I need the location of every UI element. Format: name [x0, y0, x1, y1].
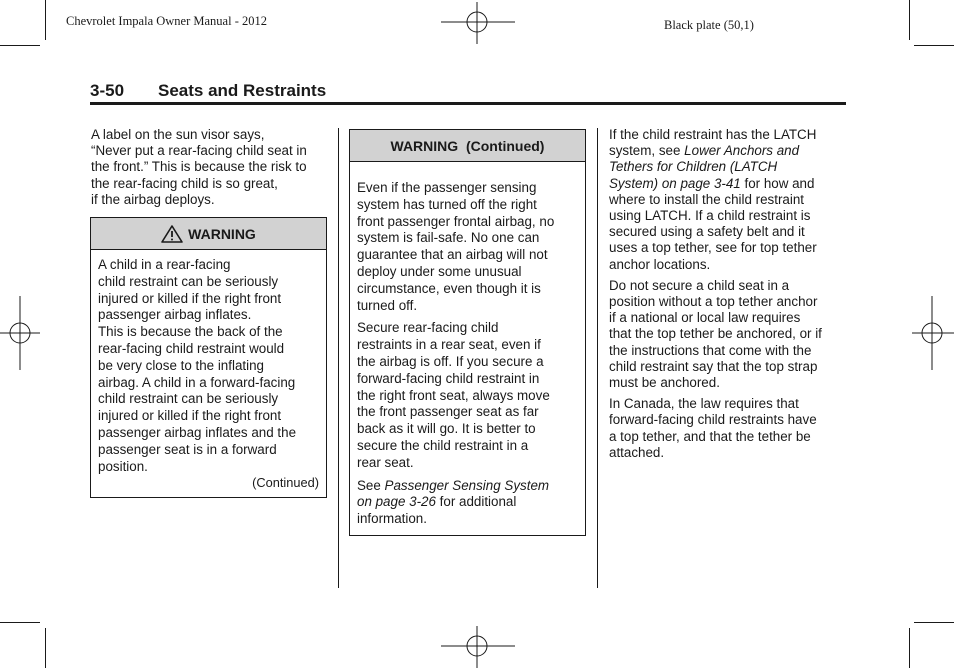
column-1: [91, 127, 331, 208]
cross-reference-link[interactable]: Tethers for Children (LATCH: [609, 159, 778, 175]
cross-reference-link[interactable]: Passenger Sensing System: [384, 477, 550, 493]
warning-box: [90, 217, 327, 498]
canada-paragraph: In Canada, the law requires that forward-facing child restraints have a top tether, and that the tether be attached.: [609, 396, 817, 460]
tether-paragraph: Do not secure a child seat in a position without a top tether anchor if a national or local law requires that the top tether be anchored, or if the instructions that come with the child restraint say that the top strap must be anchored.: [609, 277, 822, 391]
plate-label: Black plate (50,1): [664, 18, 754, 32]
registration-mark-icon: [441, 626, 515, 668]
cross-reference-link[interactable]: on page 3-26: [357, 494, 436, 510]
cross-reference-link[interactable]: Lower Anchors and: [684, 143, 800, 159]
section-title: Seats and Restraints: [158, 81, 327, 100]
warning-continued-heading: WARNING (Continued): [350, 130, 585, 162]
crop-mark: [45, 0, 46, 40]
registration-mark-icon: [441, 2, 515, 44]
warning-triangle-icon: [161, 225, 183, 243]
intro-paragraph: A label on the sun visor says, “Never put a rear-facing child seat in the front.” This is because the risk to the rear-facing child is so great, if the airbag deploys.: [91, 127, 307, 207]
continued-label: (Continued): [252, 475, 319, 491]
registration-mark-icon: [912, 296, 954, 370]
warning-label: WARNING: [188, 225, 256, 242]
page-number: 3-50: [90, 81, 125, 100]
warning-continued-body: [350, 162, 585, 528]
crop-mark: [909, 0, 910, 40]
latch-paragraph: If the child restraint has the LATCH system, see Lower Anchors and Tethers for Children (LATCH System) on page 3-41 for how and where to install the child restraint using LATCH. If a child restraint is secured using a safety belt and it uses a top tether, see for top tether anchor locations.: [609, 127, 817, 272]
warning-paragraph: See Passenger Sensing System on page 3-26 for additional information.: [357, 477, 550, 527]
warning-body: A child in a rear-facing child restraint can be seriously injured or killed if the right front passenger airbag inflates. This is because the back of the rear-facing child restraint would be very close to the inflating airbag. A child in a forward-facing child restraint can be seriously injured or killed if the right front passenger airbag inflates and the passenger seat is in a forward position. (Continued): [98, 257, 319, 491]
crop-mark: [0, 45, 40, 46]
crop-mark: [909, 628, 910, 668]
crop-mark: [0, 622, 40, 623]
column-divider: [338, 128, 339, 588]
column-3: [609, 127, 849, 466]
manual-title: Chevrolet Impala Owner Manual - 2012: [66, 14, 267, 28]
crop-mark: [914, 45, 954, 46]
cross-reference-link[interactable]: System) on page 3-41: [609, 175, 741, 191]
warning-paragraph: Secure rear-facing child restraints in a rear seat, even if the airbag is off. If you secure a forward-facing child restraint in the right front seat, always move the front passenger seat as far back as it will go. It is better to secure the child restraint in a rear seat.: [357, 320, 550, 470]
crop-mark: [45, 628, 46, 668]
warning-heading: [91, 218, 326, 250]
warning-paragraph: Even if the passenger sensing system has turned off the right front passenger frontal airbag, no system is fail-safe. No one can guarantee that an airbag will not deploy under some unusual circumstance, even though it is turned off.: [357, 180, 555, 313]
column-divider: [597, 128, 598, 588]
warning-continued-box: [349, 129, 586, 536]
header-rule: [90, 102, 846, 105]
crop-mark: [914, 622, 954, 623]
registration-mark-icon: [0, 296, 40, 370]
